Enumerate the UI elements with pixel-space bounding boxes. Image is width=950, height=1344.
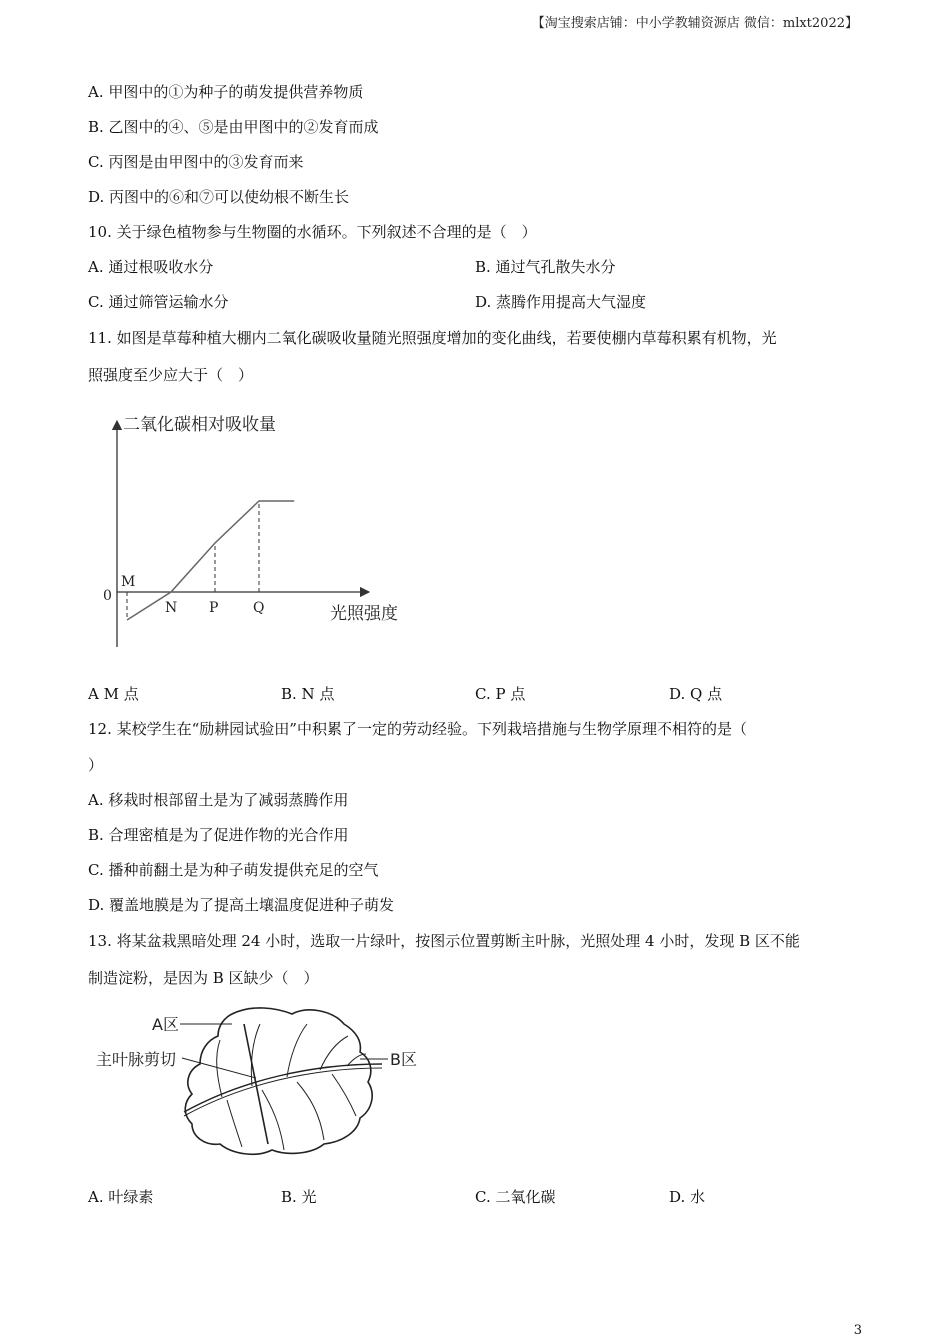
origin-label: 0 — [103, 588, 112, 604]
leaf-figure — [92, 1002, 432, 1162]
q11-option-a: A M 点 — [88, 685, 139, 703]
header-banner: 【淘宝搜索店铺：中小学教辅资源店 微信：mlxt2022】 — [531, 16, 858, 31]
co2-light-chart — [95, 405, 415, 650]
q10-option-d: D. 蒸腾作用提高大气湿度 — [475, 293, 647, 311]
a-zone-label: A区 — [152, 1015, 179, 1034]
q10-stem: 10. 关于绿色植物参与生物圈的水循环。下列叙述不合理的是（ ） — [88, 223, 537, 241]
q13-option-d: D. 水 — [669, 1188, 706, 1206]
q13-stem-line2: 制造淀粉，是因为 B 区缺少（ ） — [88, 969, 319, 987]
q13-option-c: C. 二氧化碳 — [475, 1188, 556, 1206]
b-zone-label: B区 — [390, 1050, 417, 1069]
q12-option-a: A. 移栽时根部留土是为了减弱蒸腾作用 — [88, 791, 349, 809]
y-axis-label: 二氧化碳相对吸收量 — [123, 415, 276, 435]
main-vein — [184, 1064, 382, 1112]
q13-stem-line1: 13. 将某盆栽黑暗处理 24 小时，选取一片绿叶，按图示位置剪断主叶脉，光照处理 4 小时，发现 B 区不能 — [88, 932, 800, 950]
q9-option-a: A. 甲图中的①为种子的萌发提供营养物质 — [88, 83, 364, 101]
q12-option-b: B. 合理密植是为了促进作物的光合作用 — [88, 826, 349, 844]
q13-option-a: A. 叶绿素 — [88, 1188, 154, 1206]
cut-label: 主叶脉剪切 — [96, 1050, 177, 1069]
q12-option-d: D. 覆盖地膜是为了提高土壤温度促进种子萌发 — [88, 896, 395, 914]
q11-option-c: C. P 点 — [475, 685, 526, 703]
point-label-m: M — [121, 574, 136, 590]
q10-option-c: C. 通过筛管运输水分 — [88, 293, 229, 311]
q11-stem-line1: 11. 如图是草莓种植大棚内二氧化碳吸收量随光照强度增加的变化曲线，若要使棚内草莓积累有机物，光 — [88, 329, 777, 347]
point-label-p: P — [209, 600, 219, 616]
point-label-n: N — [165, 600, 178, 616]
q9-option-b: B. 乙图中的④、⑤是由甲图中的②发育而成 — [88, 118, 379, 136]
q12-stem-line1: 12. 某校学生在“励耕园试验田”中积累了一定的劳动经验。下列栽培措施与生物学原理不相符的是（ — [88, 720, 747, 738]
q11-stem-line2: 照强度至少应大于（ ） — [88, 366, 254, 384]
leaf-outline — [185, 1008, 372, 1154]
q12-stem-line2: ） — [88, 756, 104, 774]
q10-option-a: A. 通过根吸收水分 — [88, 258, 214, 276]
page-number: 3 — [853, 1323, 862, 1338]
q11-option-d: D. Q 点 — [669, 685, 723, 703]
point-label-q: Q — [253, 600, 265, 616]
q9-option-c: C. 丙图是由甲图中的③发育而来 — [88, 153, 304, 171]
q10-option-b: B. 通过气孔散失水分 — [475, 258, 616, 276]
q9-option-d: D. 丙图中的⑥和⑦可以使幼根不断生长 — [88, 188, 350, 206]
q13-option-b: B. 光 — [281, 1188, 317, 1206]
x-axis-label: 光照强度 — [330, 604, 398, 624]
q11-option-b: B. N 点 — [281, 685, 335, 703]
q12-option-c: C. 播种前翻土是为种子萌发提供充足的空气 — [88, 861, 379, 879]
